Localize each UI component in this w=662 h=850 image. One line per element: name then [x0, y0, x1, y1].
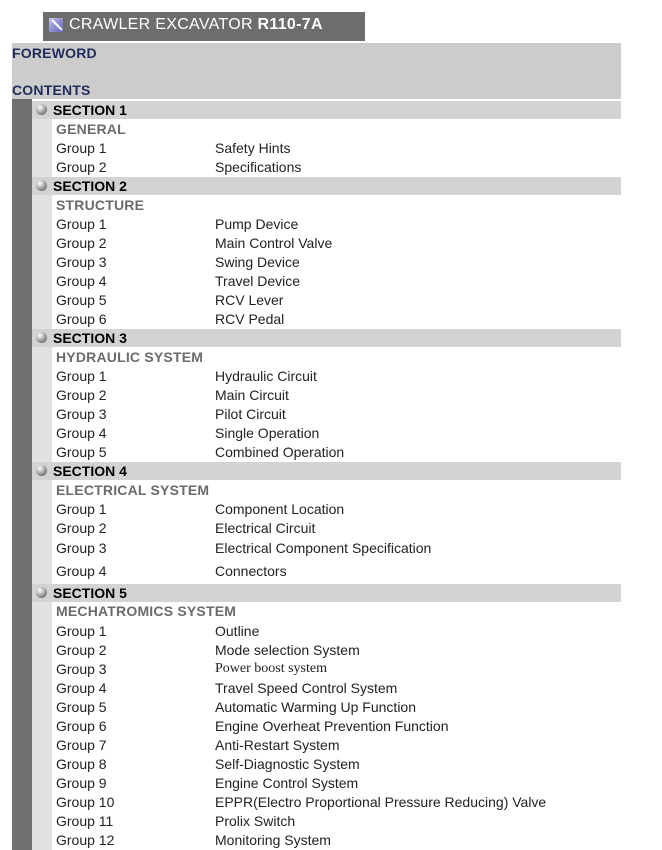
group-number: Group 3 [56, 254, 107, 270]
group-title-link[interactable]: Anti-Restart System [215, 737, 340, 753]
group-number: Group 2 [56, 159, 107, 175]
bullet-icon [36, 587, 47, 598]
title-bar [43, 12, 365, 41]
group-number: Group 4 [56, 680, 107, 696]
group-number: Group 11 [56, 813, 114, 829]
group-title-link[interactable]: Automatic Warming Up Function [215, 699, 416, 715]
section-indent-bar [32, 602, 52, 850]
group-number: Group 2 [56, 387, 107, 403]
section-indent-bar [32, 480, 52, 584]
bullet-icon [36, 465, 47, 476]
section-title: STRUCTURE [56, 197, 145, 213]
group-number: Group 4 [56, 273, 107, 289]
group-title-link[interactable]: EPPR(Electro Proportional Pressure Reducing) Valve [215, 794, 547, 810]
title-prefix: CRAWLER EXCAVATOR [69, 16, 258, 33]
section-label: SECTION 5 [53, 585, 127, 601]
group-title-link[interactable]: Safety Hints [215, 140, 291, 156]
group-number: Group 1 [56, 140, 107, 156]
group-number: Group 3 [56, 661, 107, 677]
document-icon [49, 18, 63, 32]
group-number: Group 1 [56, 501, 107, 517]
group-title-link[interactable]: Main Control Valve [215, 235, 333, 251]
group-title-link[interactable]: Self-Diagnostic System [215, 756, 360, 772]
group-title-link[interactable]: Pilot Circuit [215, 406, 286, 422]
group-number: Group 2 [56, 642, 107, 658]
section-header-4[interactable] [32, 462, 621, 480]
foreword-link[interactable]: FOREWORD [12, 45, 97, 61]
contents-link[interactable]: CONTENTS [12, 82, 91, 98]
group-number: Group 10 [56, 794, 115, 810]
group-number: Group 6 [56, 311, 107, 327]
group-title-link[interactable]: Component Location [215, 501, 345, 517]
group-title-link[interactable]: Electrical Circuit [215, 520, 316, 536]
group-number: Group 1 [56, 216, 107, 232]
group-number: Group 7 [56, 737, 107, 753]
bullet-icon [36, 180, 47, 191]
section-indent-bar [32, 119, 52, 177]
group-number: Group 2 [56, 520, 107, 536]
group-number: Group 9 [56, 775, 107, 791]
group-title-link[interactable]: Specifications [215, 159, 302, 175]
group-number: Group 1 [56, 368, 107, 384]
section-header-1[interactable] [32, 101, 621, 119]
group-number: Group 3 [56, 540, 107, 556]
group-number: Group 8 [56, 756, 107, 772]
left-margin-bar [12, 99, 32, 850]
section-title: MECHATROMICS SYSTEM [56, 603, 237, 619]
group-number: Group 2 [56, 235, 107, 251]
group-title-link[interactable]: Travel Speed Control System [215, 680, 398, 696]
group-number: Group 1 [56, 623, 107, 639]
group-title-link[interactable]: RCV Lever [215, 292, 284, 308]
group-title-link[interactable]: Swing Device [215, 254, 300, 270]
group-number: Group 5 [56, 292, 107, 308]
section-label: SECTION 1 [53, 102, 127, 118]
group-title-link[interactable]: Hydraulic Circuit [215, 368, 317, 384]
group-title-link[interactable]: Monitoring System [215, 832, 331, 848]
group-number: Group 3 [56, 406, 107, 422]
group-number: Group 12 [56, 832, 115, 848]
section-indent-bar [32, 347, 52, 462]
group-title-link[interactable]: Power boost system [215, 661, 327, 676]
section-title: GENERAL [56, 121, 126, 137]
group-title-link[interactable]: Prolix Switch [215, 813, 296, 829]
group-title-link[interactable]: Connectors [215, 563, 287, 579]
group-number: Group 4 [56, 563, 107, 579]
group-number: Group 6 [56, 718, 107, 734]
group-number: Group 4 [56, 425, 107, 441]
page-title [69, 16, 323, 34]
section-label: SECTION 3 [53, 330, 127, 346]
section-label: SECTION 2 [53, 178, 127, 194]
group-title-link[interactable]: Combined Operation [215, 444, 345, 460]
group-title-link[interactable]: Electrical Component Specification [215, 540, 432, 556]
group-title-link[interactable]: Outline [215, 623, 260, 639]
group-number: Group 5 [56, 444, 107, 460]
group-title-link[interactable]: Main Circuit [215, 387, 289, 403]
group-number: Group 5 [56, 699, 107, 715]
section-header-5[interactable] [32, 584, 621, 602]
group-title-link[interactable]: Pump Device [215, 216, 299, 232]
section-indent-bar [32, 195, 52, 329]
section-title: ELECTRICAL SYSTEM [56, 482, 210, 498]
section-title: HYDRAULIC SYSTEM [56, 349, 204, 365]
group-title-link[interactable]: RCV Pedal [215, 311, 285, 327]
title-model: R110-7A [257, 16, 323, 33]
section-header-2[interactable] [32, 177, 621, 195]
group-title-link[interactable]: Engine Overheat Prevention Function [215, 718, 449, 734]
bullet-icon [36, 332, 47, 343]
section-header-3[interactable] [32, 329, 621, 347]
section-label: SECTION 4 [53, 463, 127, 479]
group-title-link[interactable]: Engine Control System [215, 775, 359, 791]
intro-panel [12, 43, 621, 99]
group-title-link[interactable]: Mode selection System [215, 642, 360, 658]
bullet-icon [36, 104, 47, 115]
group-title-link[interactable]: Travel Device [215, 273, 301, 289]
group-title-link[interactable]: Single Operation [215, 425, 320, 441]
